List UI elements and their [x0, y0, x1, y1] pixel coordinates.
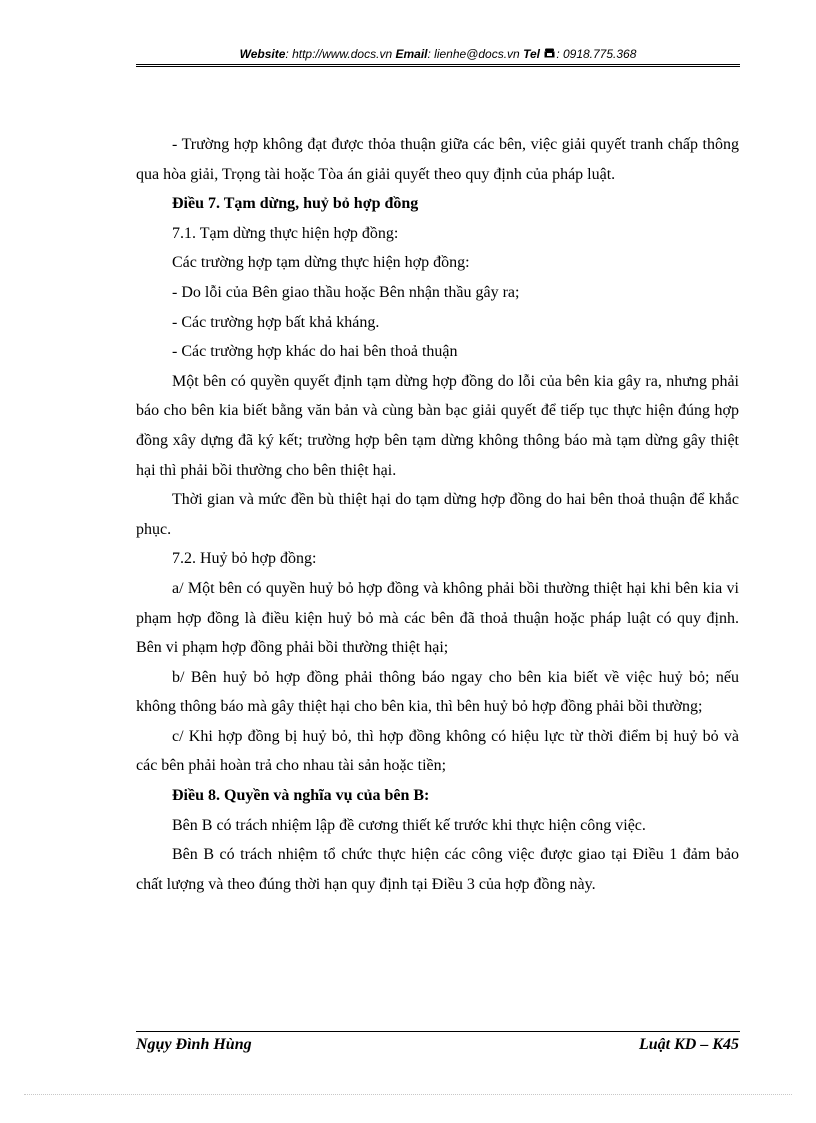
page-header: [136, 47, 740, 61]
paragraph: Bên B có trách nhiệm tổ chức thực hiện các công việc được giao tại Điều 1 đảm bảo chất lượng và theo đúng thời hạn quy định tại Điều 3 của hợp đồng này.: [136, 846, 739, 893]
paragraph: - Do lỗi của Bên giao thầu hoặc Bên nhận thầu gây ra;: [172, 283, 520, 301]
tel-label: Tel: [523, 47, 540, 61]
paragraph: Thời gian và mức đền bù thiệt hại do tạm dừng hợp đồng do hai bên thoả thuận để khắc phục.: [136, 491, 739, 538]
paragraph: b/ Bên huỷ bỏ hợp đồng phải thông báo ngay cho bên kia biết về việc huỷ bỏ; nếu không thông báo mà gây thiệt hại cho bên kia, thì bên huỷ bỏ hợp đồng phải bồi thường;: [136, 668, 739, 716]
paragraph: 7.1. Tạm dừng thực hiện hợp đồng:: [172, 224, 399, 242]
paragraph: - Các trường hợp khác do hai bên thoả thuận: [172, 343, 458, 361]
section-heading: Điều 7. Tạm dừng, huỷ bỏ hợp đồng: [172, 195, 419, 213]
tel-value: : 0918.775.368: [556, 47, 637, 61]
paragraph: 7.2. Huỷ bỏ hợp đồng:: [172, 550, 317, 568]
page-edge: [24, 1094, 792, 1095]
footer-author: Ngụy Đình Hùng: [136, 1036, 252, 1053]
paragraph: Bên B có trách nhiệm lập đề cương thiết kế trước khi thực hiện công việc.: [172, 816, 646, 834]
footer-divider: [136, 1031, 740, 1032]
footer-course: Luật KD – K45: [638, 1036, 739, 1053]
paragraph: a/ Một bên có quyền huỷ bỏ hợp đồng và không phải bồi thường thiệt hại khi bên kia vi phạm hợp đồng là điều kiện huỷ bỏ mà các bên đã thoả thuận hoặc pháp luật có quy định. Bên vi phạm hợp đồng phải bồi thường thiệt hại;: [136, 579, 739, 657]
paragraph: Một bên có quyền quyết định tạm dừng hợp đồng do lỗi của bên kia gây ra, nhưng phải báo cho bên kia biết bằng văn bản và cùng bàn bạc giải quyết để tiếp tục thực hiện đúng hợp đồng xây dựng đã ký kết; trường hợp bên tạm dừng không thông báo mà tạm dừng gây thiệt hại thì phải bồi thường cho bên thiệt hại.: [136, 372, 739, 479]
email-value: : lienhe@docs.vn: [427, 47, 520, 61]
paragraph: - Trường hợp không đạt được thỏa thuận giữa các bên, việc giải quyết tranh chấp thông qua hòa giải, Trọng tài hoặc Tòa án giải quyết theo quy định của pháp luật.: [136, 136, 739, 183]
header-divider: [136, 64, 740, 67]
phone-icon: [544, 48, 555, 61]
document-body: [136, 130, 739, 899]
paragraph: Các trường hợp tạm dừng thực hiện hợp đồng:: [172, 254, 470, 272]
website-label: Website: [239, 47, 286, 61]
email-label: Email: [395, 47, 428, 61]
paragraph: - Các trường hợp bất khả kháng.: [172, 313, 380, 331]
paragraph: c/ Khi hợp đồng bị huỷ bỏ, thì hợp đồng không có hiệu lực từ thời điểm bị huỷ bỏ và các bên phải hoàn trả cho nhau tài sản hoặc tiền;: [136, 727, 739, 775]
section-heading: Điều 8. Quyền và nghĩa vụ của bên B:: [172, 787, 430, 805]
website-value: : http://www.docs.vn: [285, 47, 393, 61]
